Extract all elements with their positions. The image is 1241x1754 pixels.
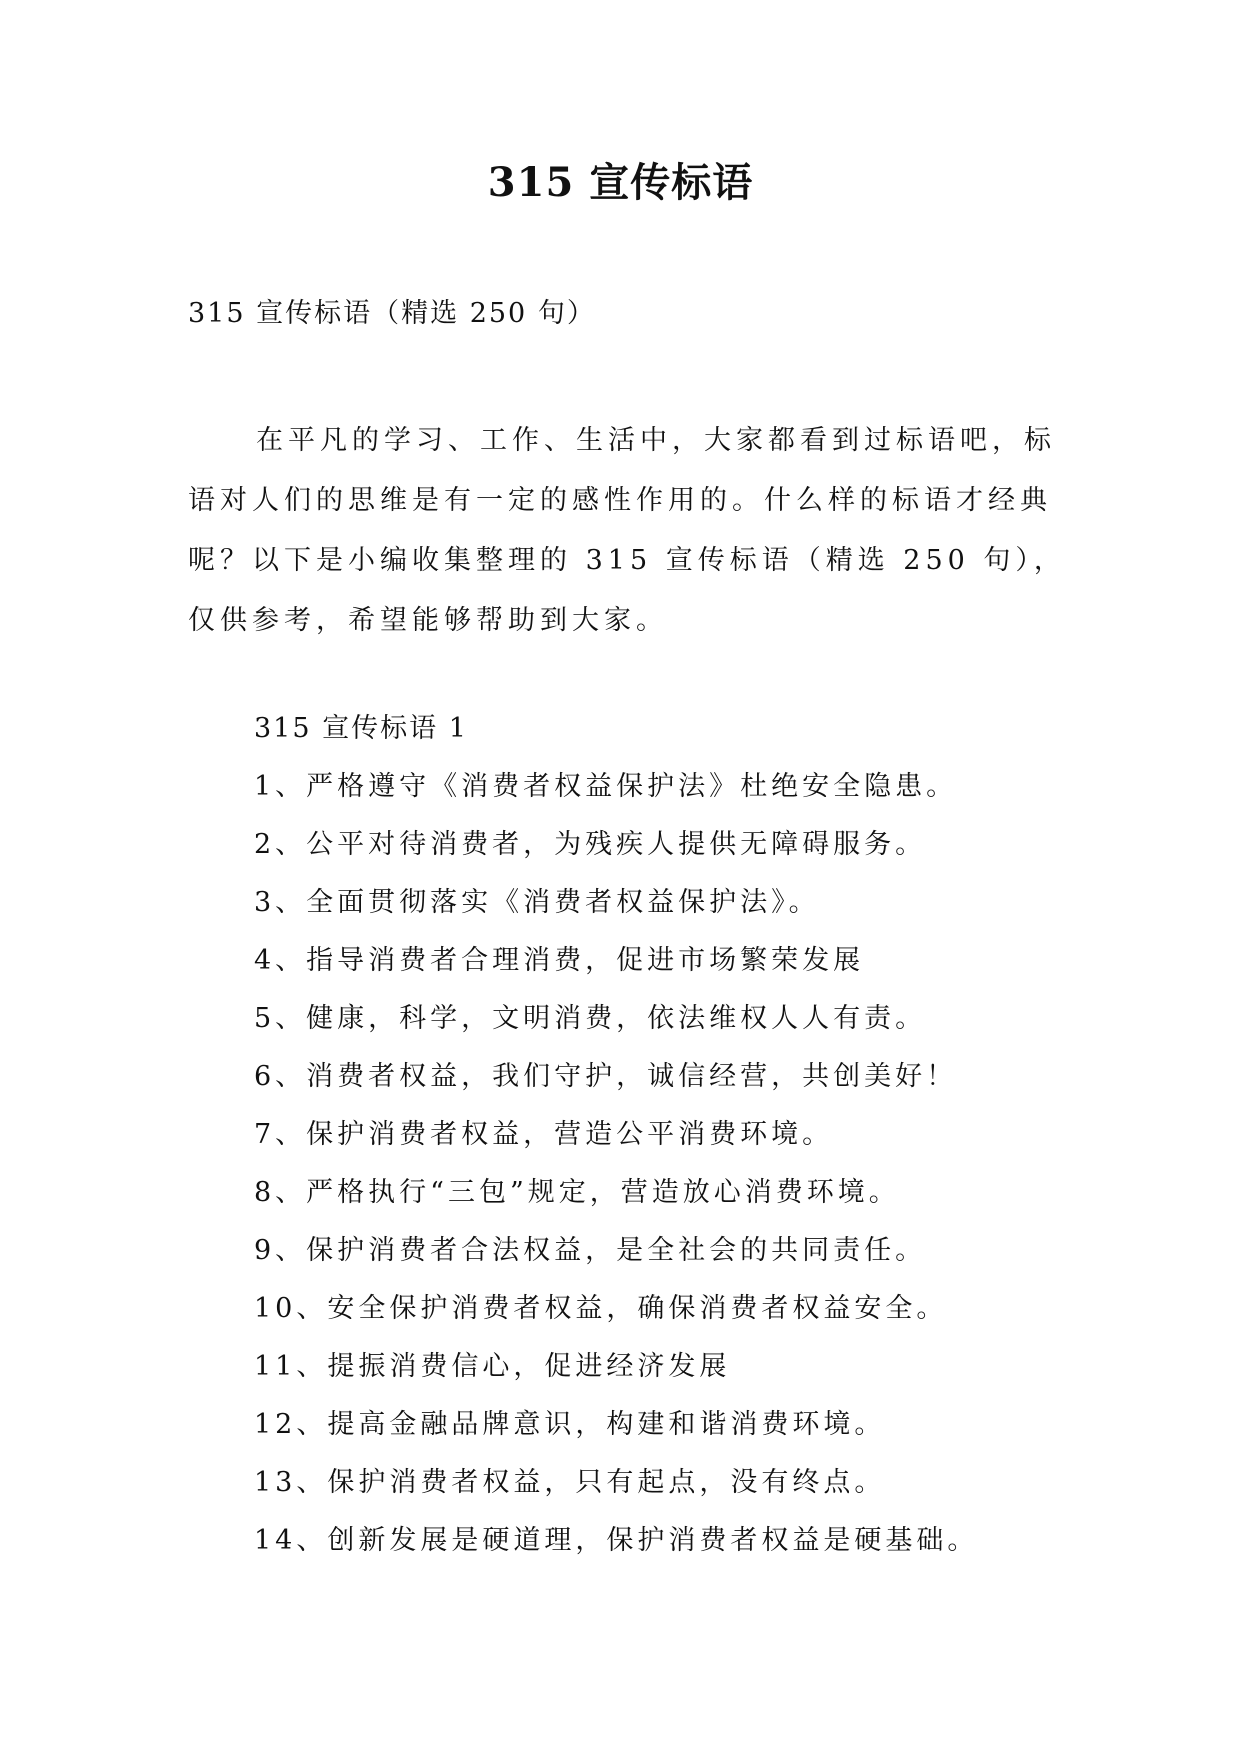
slogan-item: 6、消费者权益，我们守护，诚信经营，共创美好！: [254, 1061, 958, 1092]
slogan-item: 11、提振消费信心，促进经济发展: [254, 1351, 731, 1382]
slogan-item: 8、严格执行“三包”规定，营造放心消费环境。: [254, 1177, 900, 1208]
slogan-item: 12、提高金融品牌意识，构建和谐消费环境。: [254, 1409, 886, 1440]
document-title: 315 宣传标语: [487, 159, 754, 206]
slogan-item: 4、指导消费者合理消费，促进市场繁荣发展: [254, 945, 865, 976]
intro-paragraph: 在平凡的学习、工作、生活中，大家都看到过标语吧，标语对人们的思维是有一定的感性作用的。什么样的标语才经典呢？以下是小编收集整理的 315 宣传标语（精选 250 句），仅供参考，希望能够帮助到大家。: [188, 425, 1066, 636]
slogan-item: 3、全面贯彻落实《消费者权益保护法》。: [254, 887, 820, 918]
slogan-item: 13、保护消费者权益，只有起点，没有终点。: [254, 1467, 886, 1498]
slogan-item: 2、公平对待消费者，为残疾人提供无障碍服务。: [254, 829, 927, 860]
slogan-item: 10、安全保护消费者权益，确保消费者权益安全。: [254, 1293, 948, 1324]
slogan-list: [254, 758, 1114, 1570]
slogan-item: 9、保护消费者合法权益，是全社会的共同责任。: [254, 1235, 927, 1266]
slogan-section: [254, 700, 1114, 1570]
section-heading: 315 宣传标语 1: [254, 713, 468, 744]
document-subtitle: 315 宣传标语（精选 250 句）: [188, 298, 596, 329]
slogan-item: 7、保护消费者权益，营造公平消费环境。: [254, 1119, 834, 1150]
slogan-item: 5、健康，科学，文明消费，依法维权人人有责。: [254, 1003, 927, 1034]
slogan-item: 1、严格遵守《消费者权益保护法》杜绝安全隐患。: [254, 771, 958, 802]
slogan-item: 14、创新发展是硬道理，保护消费者权益是硬基础。: [254, 1525, 979, 1556]
